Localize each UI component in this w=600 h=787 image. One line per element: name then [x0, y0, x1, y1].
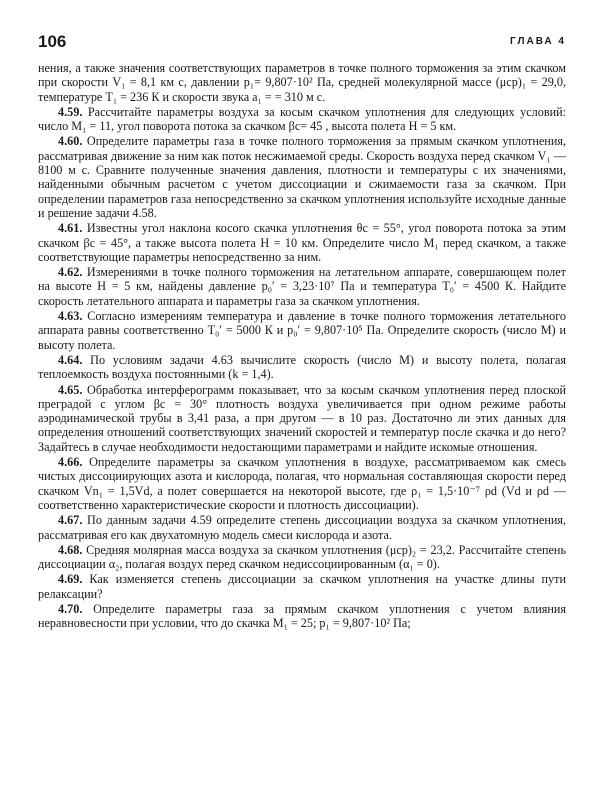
- problem-number: 4.65.: [58, 382, 83, 397]
- problem-number: 4.68.: [58, 542, 83, 557]
- problem-number: 4.67.: [58, 513, 83, 528]
- problem-4-68: [38, 543, 566, 572]
- problem-text: По условиям задачи 4.63 вычислите скорость (число M) и высоту полета, полагая теплоемкость воздуха постоянными (k = 1,4).: [38, 352, 566, 382]
- paragraph-continuation: [38, 61, 566, 104]
- problem-text: Определите параметры газа за прямым скачком уплотнения с учетом влияния неравновесности при условии, что до скачка M₁ = 25; p₁ = 9,807·10² Па;: [38, 601, 566, 631]
- body-text: [38, 61, 566, 632]
- problem-text: Как изменяется степень диссоциации за скачком уплотнения на участке длины пути релаксации?: [38, 572, 566, 601]
- problem-4-69: [38, 572, 566, 601]
- problem-number: 4.63.: [58, 309, 83, 324]
- page-number: 106: [38, 32, 67, 51]
- problem-4-64: [38, 353, 566, 382]
- problem-4-67: [38, 513, 566, 542]
- problem-4-65: [38, 383, 566, 454]
- problem-4-62: [38, 265, 566, 308]
- problem-number: 4.61.: [58, 221, 83, 236]
- problem-number: 4.59.: [58, 104, 83, 119]
- problem-number: 4.60.: [58, 134, 83, 149]
- problem-text: Обработка интерферограмм показывает, что за косым скачком уплотнения перед плоской преградой с углом βс = 30° плотность воздуха увеличивается при одном режиме работы аэродинамической трубы в 3,41 раза, а при другом — в 10 раз. Достаточно ли этих данных для определения отношений соответствующих значений скоростей и температур после скачка и до него? Задайтесь в случае необходимости недостающими параметрами и найдите искомые отношения.: [38, 382, 566, 454]
- problem-text: Известны угол наклона косого скачка уплотнения θс = 55°, угол поворота потока за этим скачком βс = 45°, а также высота полета H = 10 км. Определите число M₁ перед скачком, а также соответствующие параметры непосредственно за ним.: [38, 221, 566, 264]
- problem-4-70: [38, 602, 566, 631]
- problem-4-59: [38, 105, 566, 134]
- problem-4-61: [38, 221, 566, 264]
- paragraph-text: нения, а также значения соответствующих параметров в точке полного торможения за этим скачком при скорости V₁ = 8,1 км с, давлении p₁= 9,807·10² Па, средней молекулярной массе (μср)₁ = 29,0, температуре T₁ = 236 К и скорости звука a₁ = = 310 м с.: [38, 61, 566, 104]
- problem-number: 4.62.: [58, 265, 83, 280]
- problem-text: Определите параметры газа в точке полного торможения за прямым скачком уплотнения, рассматривая движение за ним как поток несжимаемой среды. Скорость воздуха перед скачком V₁ — 8100 м с. Сравните полученные значения давления, плотности и температуры с их значениями, найденными обычным расчетом с учетом диссоциации и сжимаемости газа за скачком. При определении параметров газа непосредственно за скачком уплотнения используйте исходные данные и решение задачи 4.58.: [38, 134, 566, 220]
- problem-4-60: [38, 134, 566, 220]
- problem-number: 4.70.: [58, 601, 83, 616]
- problem-number: 4.66.: [58, 455, 83, 470]
- running-head: ГЛАВА 4: [510, 36, 566, 47]
- problem-text: По данным задачи 4.59 определите степень диссоциации воздуха за скачком уплотнения, рассматривая его как двухатомную модель смеси кислорода и азота.: [38, 513, 567, 542]
- problem-text: Средняя молярная масса воздуха за скачком уплотнения (μср)₂ = 23,2. Рассчитайте степень диссоциации α₂, полагая воздух перед скачком недиссоциированным (α₁ = 0).: [38, 542, 567, 572]
- problem-number: 4.64.: [58, 352, 83, 367]
- problem-number: 4.69.: [58, 572, 83, 587]
- problem-text: Согласно измерениям температура и давление в точке полного торможения летательного аппарата равны соответственно T₀′ = 5000 К и p₀′ = 9,807·10⁵ Па. Определите скорость (число M) и высоту полета.: [38, 309, 566, 352]
- problem-text: Определите параметры за скачком уплотнения в воздухе, рассматриваемом как смесь чистых диссоциирующих азота и кислорода, полагая, что нормальная составляющая скорости перед скачком Vn₁ = 1,5Vd, а полет совершается на некоторой высоте, где ρ₁ = 1,5·10⁻⁷ ρd (Vd и ρd — соответственно характеристические скорости и плотность диссоциации).: [38, 455, 566, 512]
- problem-4-63: [38, 309, 566, 352]
- problem-text: Измерениями в точке полного торможения на летательном аппарате, совершающем полет на высоте H = 5 км, найдены давление p₀′ = 3,23·10⁷ Па и температура T₀′ = 4500 К. Найдите скорость летательного аппарата и параметры газа за скачком уплотнения.: [38, 265, 566, 308]
- problem-text: Рассчитайте параметры воздуха за косым скачком уплотнения для следующих условий: число M₁ = 11, угол поворота потока за скачком βс= 45 , высота полета H = 5 км.: [38, 104, 567, 134]
- page-header: [38, 32, 566, 54]
- problem-4-66: [38, 455, 566, 512]
